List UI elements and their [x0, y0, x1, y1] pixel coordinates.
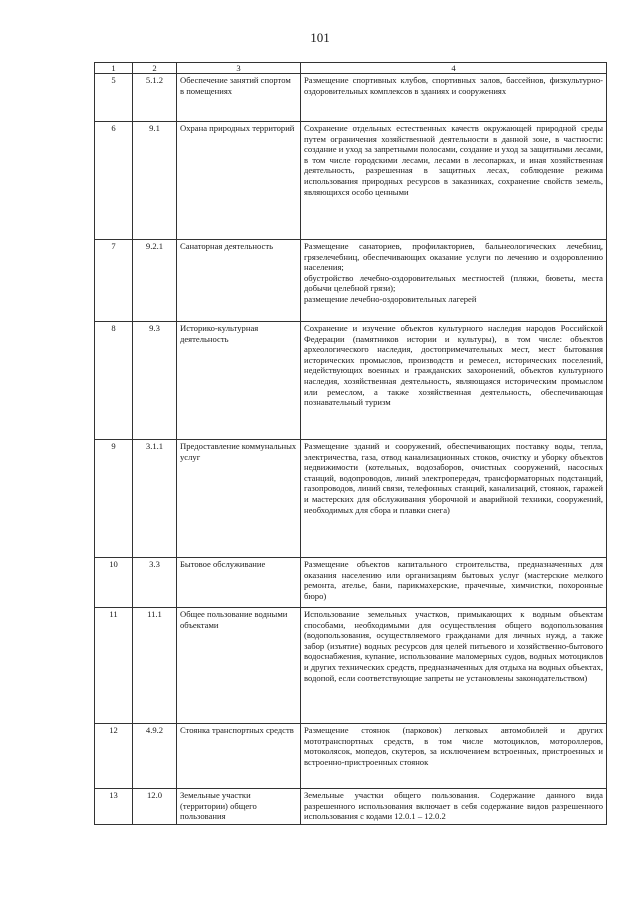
row-code-cell: 9.3 — [133, 322, 177, 440]
row-code-cell: 5.1.2 — [133, 74, 177, 122]
row-code-cell: 4.9.2 — [133, 724, 177, 789]
table-row — [95, 608, 607, 724]
row-description-cell: Сохранение отдельных естественных качеств окружающей природной среды путем ограничения хозяйственной деятельности в данной зоне, в частности: создание и уход за запретными полосами, создание и уход за защитными лесами, в том числе городскими лесами, лесами в лесопарках, и иная хозяйственная деятельность, разрешенная в защитных лесах, соблюдение режима использования природных ресурсов в заказниках, сохранение свойств земель, являющихся особо ценными — [301, 122, 607, 240]
row-description-cell: Размещение объектов капитального строительства, предназначенных для оказания населению или организациям бытовых услуг (мастерские мелкого ремонта, ателье, бани, парикмахерские, прачечные, химчистки, похоронные бюро) — [301, 558, 607, 608]
table-row — [95, 440, 607, 558]
table-header-row — [95, 63, 607, 74]
cell-line: обустройство лечебно-оздоровительных местностей (пляжи, бюветы, места добычи целебной грязи); — [304, 272, 603, 294]
row-name-cell: Историко-культурная деятельность — [177, 322, 301, 440]
row-name-cell: Бытовое обслуживание — [177, 558, 301, 608]
table-row — [95, 74, 607, 122]
row-name-cell: Охрана природных территорий — [177, 122, 301, 240]
row-description-cell: Использование земельных участков, примыкающих к водным объектам способами, необходимыми для осуществления общего водопользования (водопользования, осуществляемого гражданами для личных нужд, а также забор (изъятие) водных ресурсов для целей питьевого и хозяйственно-бытового водоснабжения, купание, использование маломерных судов, водных мотоциклов и других технических средств, предназначенных для отдыха на водных объектах, водопой, если соответствующие запреты не установлены законодательством) — [301, 608, 607, 724]
row-code-cell: 3.3 — [133, 558, 177, 608]
row-description-cell: Сохранение и изучение объектов культурного наследия народов Российской Федерации (памятников истории и культуры), в том числе: объектов археологического наследия, достопримечательных мест, мест бытования исторических промыслов, производств и ремесел, исторических поселений, недействующих военных и гражданских захоронений, объектов культурного наследия, хозяйственная деятельность, являющаяся историческим промыслом или ремеслом, а также хозяйственная деятельность, обеспечивающая познавательный туризм — [301, 322, 607, 440]
row-number-cell: 13 — [95, 789, 133, 825]
cell-line: Обеспечение занятий спортом — [180, 75, 291, 85]
row-number-cell: 9 — [95, 440, 133, 558]
row-number-cell: 8 — [95, 322, 133, 440]
header-cell-desc: 4 — [301, 63, 607, 74]
row-name-cell — [177, 74, 301, 122]
row-number-cell: 7 — [95, 240, 133, 322]
row-name-cell: Общее пользование водными объектами — [177, 608, 301, 724]
header-cell-name: 3 — [177, 63, 301, 74]
row-description-cell — [301, 240, 607, 322]
row-name-cell: Санаторная деятельность — [177, 240, 301, 322]
row-description-cell: Размещение стоянок (парковок) легковых автомобилей и других мототранспортных средств, в том числе мотоциклов, мотороллеров, мотоколясок, мопедов, скутеров, за исключением встроенных, пристроенных и встроенно-пристроенных стоянок — [301, 724, 607, 789]
row-description-cell: Размещение зданий и сооружений, обеспечивающих поставку воды, тепла, электричества, газа, отвод канализационных стоков, очистку и уборку объектов недвижимости (котельных, водозаборов, очистных сооружений, насосных станций, водопроводов, линий электропередач, трансформаторных подстанций, газопроводов, линий связи, телефонных станций, канализаций, стоянок, гаражей и мастерских для обслуживания уборочной и аварийной техники, сооружений, необходимых для сбора и плавки снега) — [301, 440, 607, 558]
row-description-cell: Размещение спортивных клубов, спортивных залов, бассейнов, физкультурно-оздоровительных комплексов в зданиях и сооружениях — [301, 74, 607, 122]
cell-line: Размещение санаториев, профилакториев, бальнеологических лечебниц, грязелечебниц, обеспечивающих оказание услуги по лечению и оздоровлению населения; — [304, 241, 603, 273]
land-use-table — [94, 62, 607, 825]
table-row — [95, 240, 607, 322]
row-number-cell: 11 — [95, 608, 133, 724]
row-number-cell: 12 — [95, 724, 133, 789]
page-number: 101 — [310, 30, 330, 45]
row-number-cell: 6 — [95, 122, 133, 240]
row-name-cell: Земельные участки (территории) общего пользования — [177, 789, 301, 825]
row-code-cell: 3.1.1 — [133, 440, 177, 558]
row-description-cell: Земельные участки общего пользования. Содержание данного вида разрешенного использования включает в себя содержание видов разрешенного использования с кодами 12.0.1 – 12.0.2 — [301, 789, 607, 825]
table-row — [95, 558, 607, 608]
row-code-cell: 11.1 — [133, 608, 177, 724]
table-row — [95, 789, 607, 825]
row-code-cell: 12.0 — [133, 789, 177, 825]
header-cell-code: 2 — [133, 63, 177, 74]
row-number-cell: 10 — [95, 558, 133, 608]
row-code-cell: 9.2.1 — [133, 240, 177, 322]
table-row — [95, 122, 607, 240]
header-cell-num: 1 — [95, 63, 133, 74]
row-number-cell: 5 — [95, 74, 133, 122]
table-row — [95, 724, 607, 789]
table-row — [95, 322, 607, 440]
cell-line: в помещениях — [180, 85, 233, 96]
row-name-cell: Предоставление коммунальных услуг — [177, 440, 301, 558]
row-code-cell: 9.1 — [133, 122, 177, 240]
row-name-cell: Стоянка транспортных средств — [177, 724, 301, 789]
cell-line: размещение лечебно-оздоровительных лагерей — [304, 293, 477, 304]
